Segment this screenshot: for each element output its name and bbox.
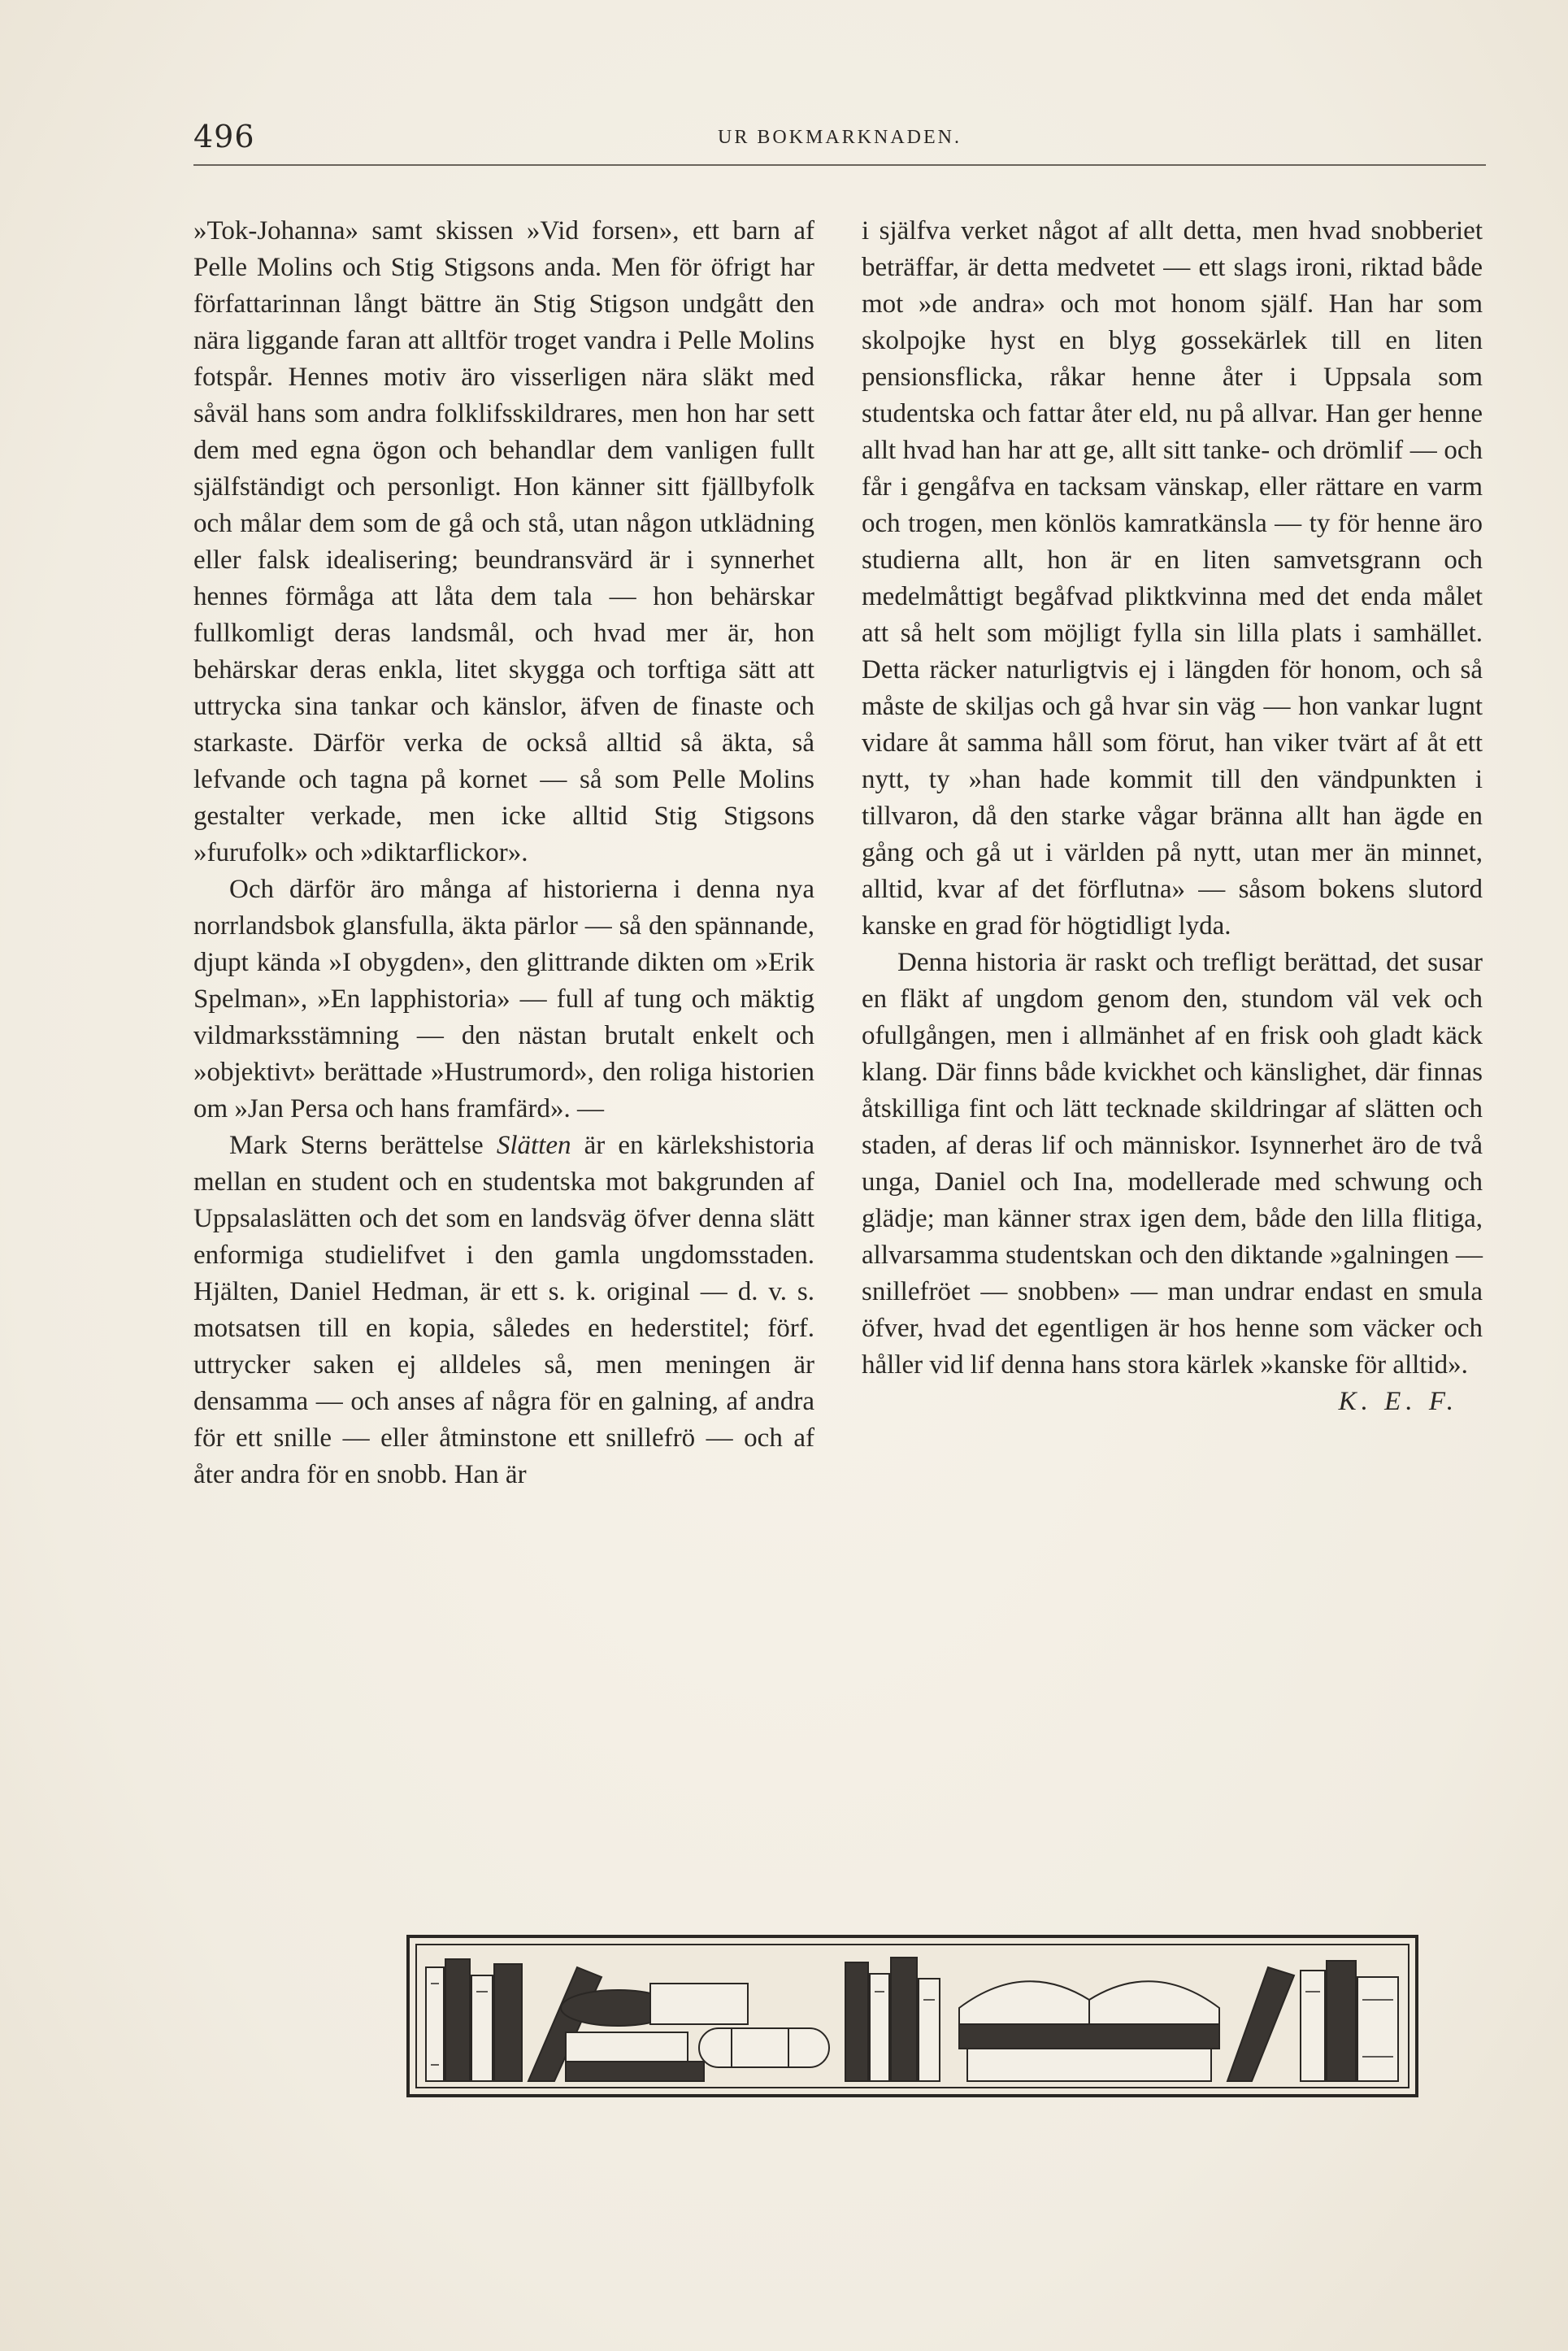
- book-title: Slätten: [496, 1131, 571, 1160]
- right-column: [862, 213, 1483, 1420]
- paragraph: [193, 1128, 814, 1493]
- page-header: [193, 119, 1486, 166]
- paragraph: »Tok-Johanna» samt skissen »Vid forsen», ett barn af Pelle Molins och Stig Stigsons anda. Men för öfrigt har författarinnan långt bättre än Stig Stigson undgått den nära liggande faran att alltför troget vandra i Pelle Molins fotspår. Hennes motiv äro visserligen nära släkt med såväl hans som andra folklifsskildrares, men hon har sett dem med egna ögon och behandlar dem vanligen fullt själfständigt och personligt. Hon känner sitt fjällbyfolk och målar dem som de gå och stå, utan någon utklädning eller falsk idealisering; beundransvärd är i synnerhet hennes förmåga att låta dem tala — hon behärskar fullkomligt deras landsmål, och hvad mer är, hon behärskar deras enkla, litet skygga och torftiga sätt att uttrycka sina tankar och känslor, äfven de finaste och starkaste. Därför verka de också alltid så äkta, så lefvande och tagna på kornet — så som Pelle Molins gestalter verkade, men icke alltid Stig Stigsons »furufolk» och »diktarflickor».: [193, 216, 814, 867]
- paragraph: Denna historia är raskt och trefligt berättad, det susar en fläkt af ungdom genom den, stundom väl vek och ofullgången, men i allmänhet af en frisk ooh gladt käck klang. Där finns både kvickhet och känslighet, där finnas åtskilliga fint och lätt tecknade skildringar af slätten och staden, af deras lif och människor. Isynnerhet äro de två unga, Daniel och Ina, modellerade med schwung och glädje; man känner strax igen dem, både den lilla flitiga, allvarsamma studentskan och den diktande »galningen — snillefröet — snobben» — man undrar endast en smula öfver, hvad det egentligen är hos henne som väcker och håller vid lif denna hans stora kärlek »kanske för alltid».: [862, 948, 1483, 1380]
- page-number: 496: [193, 119, 255, 154]
- text-run: Mark Sterns berättelse: [229, 1131, 497, 1160]
- text-run: är en kärlekshistoria mellan en student och en studentska mot bakgrunden af Uppsalaslätten och det som en landsväg öfver denna slätt enformiga studielifvet i den gamla ungdomsstaden. Hjälten, Daniel Hedman, är ett s. k. original — d. v. s. motsatsen till en kopia, således en hederstitel; förf. uttrycker saken ej alldeles så, men meningen är densamma — och anses af några för en galning, af andra för ett snille — eller åtminstone ett snillefrö — och af åter andra för en snobb. Han är: [193, 1131, 814, 1489]
- running-head: UR BOKMARKNADEN.: [717, 127, 962, 148]
- author-signature: K. E. F.: [1338, 1387, 1458, 1416]
- left-column: [193, 213, 814, 1493]
- books-vignette-illustration: [406, 1935, 1418, 2097]
- paragraph: Och därför äro många af historierna i denna nya norrlandsbok glansfulla, äkta pärlor — så den spännande, djupt kända »I obygden», den glittrande dikten om »Erik Spelman», »En lapphistoria» — full af tung och mäktig vildmarksstämning — den nästan brutalt enkelt och »objektivt» berättade »Hustrumord», den roliga historien om »Jan Persa och hans framfärd». —: [193, 875, 814, 1123]
- paragraph: i själfva verket något af allt detta, men hvad snobberiet beträffar, är detta medvetet — ett slags ironi, riktad både mot »de andra» och mot honom själf. Han har som skolpojke hyst en blyg gossekärlek till en liten pensionsflicka, råkar henne åter i Uppsala som studentska och fattar åter eld, nu på allvar. Han ger henne allt hvad han har att ge, allt sitt tanke- och drömlif — och får i gengåfva en tacksam vänskap, eller rättare en varm och trogen, men könlös kamratkänsla — ty för henne äro studierna allt, hon är en liten samvetsgrann och medelmåttigt begåfvad pliktkvinna med det enda målet att så helt som möjligt fylla sin lilla plats i samhället. Detta räcker naturligtvis ej i längden för honom, och så måste de skiljas och gå hvar sin väg — hon vankar lugnt vidare åt samma håll som förut, han viker tvärt af åt ett nytt, ty »han hade kommit till den vändpunkten i tillvaron, då den starke vågar bränna allt han ägde en gång och gå ut i världen på nytt, utan mer än minnet, alltid, kvar af det förflutna» — såsom bokens slutord kanske en grad för högtidligt lyda.: [862, 216, 1483, 941]
